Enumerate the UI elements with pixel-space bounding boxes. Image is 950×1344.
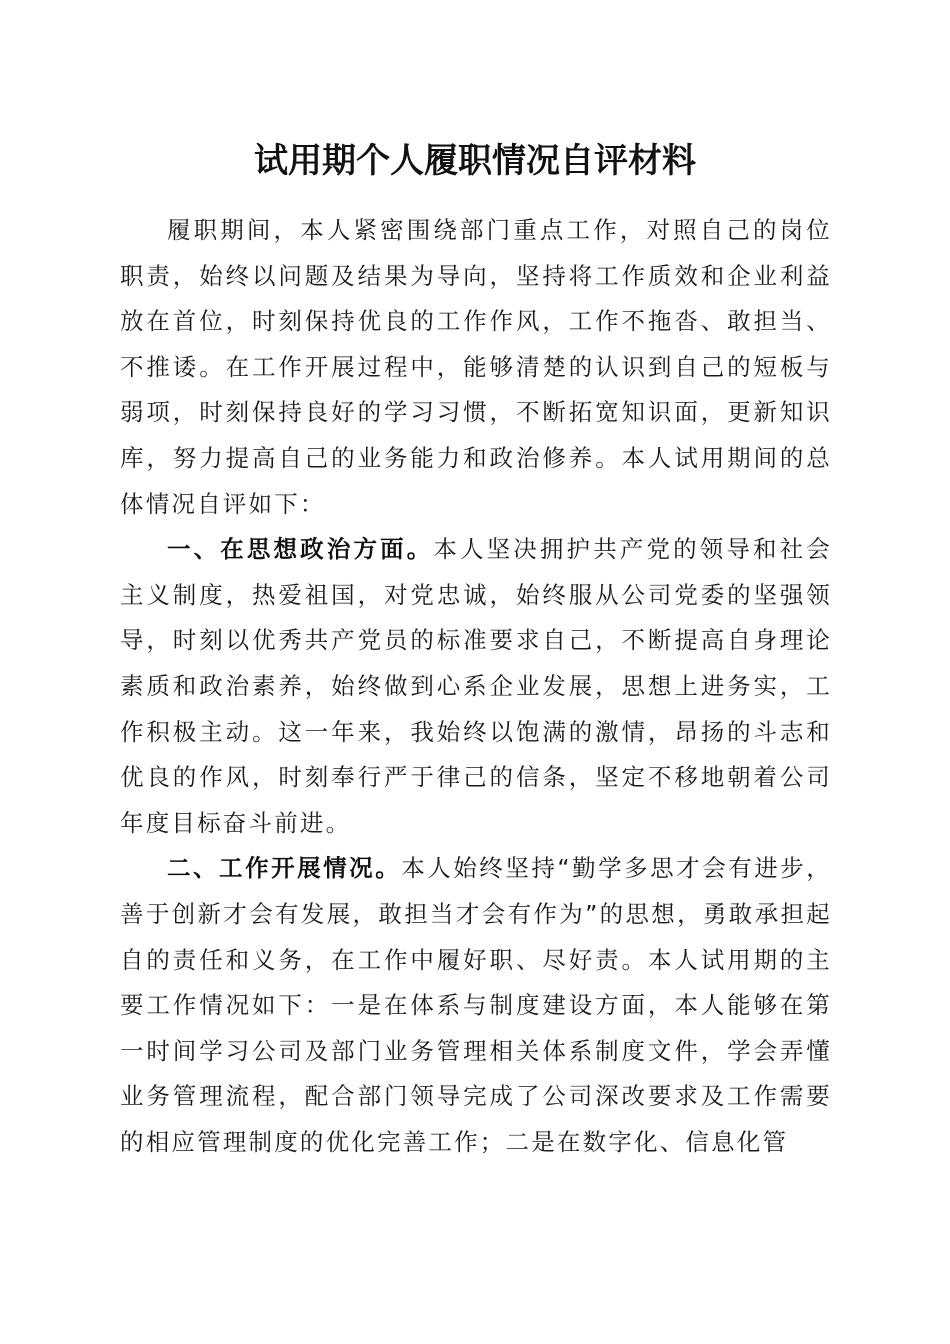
- document-body: [120, 208, 832, 1165]
- page-title: 试用期个人履职情况自评材料: [254, 141, 696, 181]
- section-text: 本人坚决拥护共产党的领导和社会主义制度，热爱祖国，对党忠诚，始终服从公司党委的坚强领导，时刻以优秀共产党员的标准要求自己，不断提高自身理论素质和政治素养，始终做到心系企业发展，思想上进务实，工作积极主动。这一年来，我始终以饱满的激情，昂扬的斗志和优良的作风，时刻奉行严于律己的信条，坚定不移地朝着公司年度目标奋斗前进。: [120, 535, 832, 837]
- section-heading: 一、在思想政治方面。: [167, 535, 434, 564]
- section-thought-politics: [120, 527, 832, 846]
- section-text: 本人始终坚持“勤学多思才会有进步，善于创新才会有发展，敢担当才会有作为”的思想，勇敢承担起自的责任和义务，在工作中履好职、尽好责。本人试用期的主要工作情况如下：一是在体系与制度建设方面，本人能够在第一时间学习公司及部门业务管理相关体系制度文件，学会弄懂业务管理流程，配合部门领导完成了公司深改要求及工作需要的相应管理制度的优化完善工作；二是在数字化、信息化管: [120, 854, 832, 1156]
- section-heading: 二、工作开展情况。: [167, 854, 402, 883]
- intro-paragraph: 履职期间，本人紧密围绕部门重点工作，对照自己的岗位职责，始终以问题及结果为导向，坚持将工作质效和企业利益放在首位，时刻保持优良的工作作风，工作不拖沓、敢担当、不推诿。在工作开展过程中，能够清楚的认识到自己的短板与弱项，时刻保持良好的学习习惯，不断拓宽知识面，更新知识库，努力提高自己的业务能力和政治修养。本人试用期间的总体情况自评如下：: [120, 216, 832, 518]
- section-work-progress: [120, 846, 832, 1165]
